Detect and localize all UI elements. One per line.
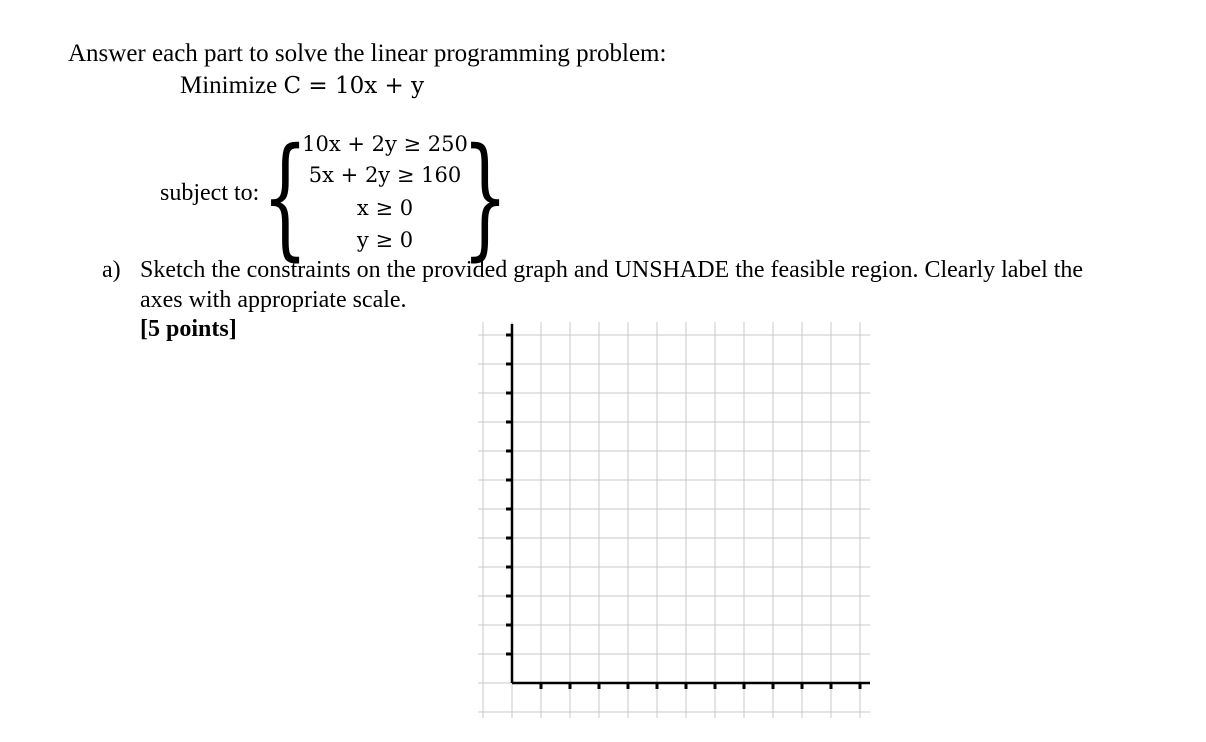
grid-lines: [478, 322, 870, 718]
part-a-marker: a): [102, 257, 121, 283]
intro-text: Answer each part to solve the linear programming problem:: [68, 40, 667, 67]
subject-to-label: subject to:: [160, 180, 260, 206]
objective-line: [180, 72, 424, 100]
part-a-points: [5 points]: [140, 316, 237, 342]
constraint-4: y ≥ 0: [356, 228, 414, 252]
blank-coordinate-grid[interactable]: [470, 318, 880, 728]
constraint-2: 5x + 2y ≥ 160: [308, 163, 462, 187]
right-brace: }: [462, 120, 509, 274]
part-a-instruction-line-2: axes with appropriate scale.: [140, 287, 407, 313]
left-brace: {: [262, 120, 309, 274]
objective-formula: C = 10x + y: [283, 73, 425, 99]
graph-axes: [512, 324, 870, 683]
constraint-1: 10x + 2y ≥ 250: [302, 132, 468, 156]
part-a-instruction-line-1: Sketch the constraints on the provided graph and UNSHADE the feasible region. Clearly label the: [140, 257, 1084, 283]
objective-label: Minimize: [180, 72, 278, 99]
constraint-3: x ≥ 0: [356, 196, 414, 220]
axis-ticks: [506, 335, 860, 689]
